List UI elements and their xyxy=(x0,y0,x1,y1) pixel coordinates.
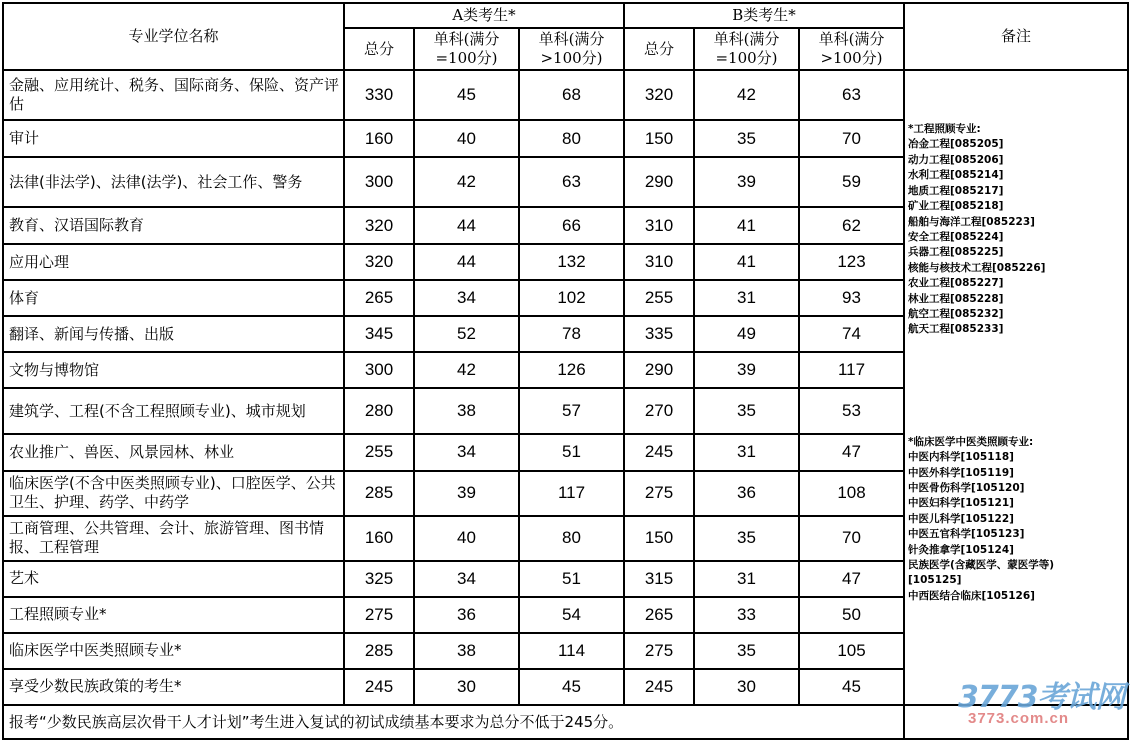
engineering-remark-item: 船舶与海洋工程[085223] xyxy=(908,215,1035,228)
score-cell-b-s100: 31 xyxy=(694,561,799,597)
major-name-cell: 临床医学(不含中医类照顾专业)、口腔医学、公共卫生、护理、药学、中药学 xyxy=(3,471,344,516)
remark-cell xyxy=(904,70,1128,705)
score-cell-b-s100: 35 xyxy=(694,516,799,561)
footer-note: 报考“少数民族高层次骨干人才计划”考生进入复试的初试成绩基本要求为总分不低于245分。 xyxy=(3,705,904,739)
major-name-cell: 艺术 xyxy=(3,561,344,597)
header-b-total: 总分 xyxy=(624,28,694,70)
engineering-remark-group xyxy=(908,122,1127,338)
score-cell-b-s100: 41 xyxy=(694,244,799,280)
score-cell-b-total: 275 xyxy=(624,471,694,516)
tcm-remark-item: 中医妇科学[105121] xyxy=(908,497,1014,510)
score-cell-a-sgt: 126 xyxy=(519,352,624,388)
watermark-url: 3773.com.cn xyxy=(968,710,1070,727)
score-cell-b-sgt: 45 xyxy=(799,669,904,705)
engineering-remark-item: 核能与核技术工程[085226] xyxy=(908,261,1046,274)
header-a-total: 总分 xyxy=(344,28,414,70)
score-cell-a-sgt: 132 xyxy=(519,244,624,280)
score-cell-a-total: 320 xyxy=(344,244,414,280)
engineering-remark-item: 安全工程[085224] xyxy=(908,230,1004,243)
score-cell-a-s100: 42 xyxy=(414,157,519,207)
tcm-remark-item: 中医儿科学[105122] xyxy=(908,512,1014,525)
score-cell-a-s100: 40 xyxy=(414,516,519,561)
score-cell-b-sgt: 108 xyxy=(799,471,904,516)
score-cell-b-total: 245 xyxy=(624,669,694,705)
score-cell-b-total: 150 xyxy=(624,516,694,561)
header-a-single-gt100: 单科(满分>100分) xyxy=(519,28,624,70)
score-cell-b-s100: 39 xyxy=(694,352,799,388)
score-cell-a-sgt: 78 xyxy=(519,316,624,352)
score-cell-a-total: 265 xyxy=(344,280,414,316)
engineering-remark-title: *工程照顾专业: xyxy=(908,123,981,136)
score-cell-b-total: 310 xyxy=(624,244,694,280)
score-cell-a-s100: 40 xyxy=(414,120,519,157)
score-cell-a-sgt: 57 xyxy=(519,388,624,433)
score-cell-a-total: 300 xyxy=(344,352,414,388)
engineering-remark-item: 航空工程[085232] xyxy=(908,307,1004,320)
score-cell-a-total: 255 xyxy=(344,434,414,471)
score-cell-a-s100: 34 xyxy=(414,561,519,597)
score-cell-b-sgt: 70 xyxy=(799,120,904,157)
major-name-cell: 享受少数民族政策的考生* xyxy=(3,669,344,705)
major-name-cell: 应用心理 xyxy=(3,244,344,280)
major-name-cell: 教育、汉语国际教育 xyxy=(3,207,344,244)
score-cell-b-s100: 36 xyxy=(694,471,799,516)
tcm-remark-item: 中西医结合临床[105126] xyxy=(908,589,1035,602)
score-cell-b-total: 270 xyxy=(624,388,694,433)
header-remark: 备注 xyxy=(904,3,1128,70)
major-name-cell: 农业推广、兽医、风景园林、林业 xyxy=(3,434,344,471)
score-cell-b-s100: 42 xyxy=(694,70,799,120)
major-name-cell: 工商管理、公共管理、会计、旅游管理、图书情报、工程管理 xyxy=(3,516,344,561)
engineering-remark-item: 水利工程[085214] xyxy=(908,169,1004,182)
score-cell-a-sgt: 114 xyxy=(519,633,624,669)
header-b-single-gt100: 单科(满分>100分) xyxy=(799,28,904,70)
score-cell-a-s100: 38 xyxy=(414,633,519,669)
site-watermark xyxy=(958,672,1123,732)
score-cell-a-total: 325 xyxy=(344,561,414,597)
engineering-remark-item: 动力工程[085206] xyxy=(908,153,1004,166)
score-cell-b-sgt: 53 xyxy=(799,388,904,433)
score-cell-b-sgt: 123 xyxy=(799,244,904,280)
score-cell-b-s100: 35 xyxy=(694,388,799,433)
score-cell-a-total: 160 xyxy=(344,120,414,157)
score-cell-b-sgt: 47 xyxy=(799,434,904,471)
score-cell-a-sgt: 45 xyxy=(519,669,624,705)
score-cell-a-s100: 38 xyxy=(414,388,519,433)
tcm-remark-group xyxy=(908,435,1127,604)
header-b-single-100: 单科(满分=100分) xyxy=(694,28,799,70)
major-name-cell: 法律(非法学)、法律(法学)、社会工作、警务 xyxy=(3,157,344,207)
major-name-cell: 翻译、新闻与传播、出版 xyxy=(3,316,344,352)
score-cell-a-s100: 45 xyxy=(414,70,519,120)
score-cell-b-total: 275 xyxy=(624,633,694,669)
score-cell-a-s100: 36 xyxy=(414,597,519,633)
score-cell-b-sgt: 59 xyxy=(799,157,904,207)
watermark-logo-text: 3773考试网 xyxy=(958,680,1125,715)
score-cell-a-sgt: 80 xyxy=(519,516,624,561)
score-cell-a-s100: 52 xyxy=(414,316,519,352)
score-cell-a-sgt: 117 xyxy=(519,471,624,516)
tcm-remark-item: 中医内科学[105118] xyxy=(908,451,1014,464)
score-cell-a-s100: 44 xyxy=(414,244,519,280)
score-cell-a-total: 330 xyxy=(344,70,414,120)
score-cell-b-s100: 33 xyxy=(694,597,799,633)
score-cell-a-sgt: 68 xyxy=(519,70,624,120)
score-cell-a-total: 345 xyxy=(344,316,414,352)
engineering-remark-item: 地质工程[085217] xyxy=(908,184,1004,197)
engineering-remark-item: 航天工程[085233] xyxy=(908,323,1004,336)
score-cell-a-s100: 42 xyxy=(414,352,519,388)
engineering-remark-item: 冶金工程[085205] xyxy=(908,138,1004,151)
tcm-remark-item: 中医五官科学[105123] xyxy=(908,528,1025,541)
score-cell-b-total: 335 xyxy=(624,316,694,352)
score-cell-a-total: 160 xyxy=(344,516,414,561)
score-cell-a-total: 300 xyxy=(344,157,414,207)
score-cell-a-s100: 30 xyxy=(414,669,519,705)
major-name-cell: 建筑学、工程(不含工程照顾专业)、城市规划 xyxy=(3,388,344,433)
score-cell-a-total: 245 xyxy=(344,669,414,705)
score-cell-b-total: 315 xyxy=(624,561,694,597)
header-a-single-100: 单科(满分=100分) xyxy=(414,28,519,70)
score-cell-b-s100: 31 xyxy=(694,280,799,316)
score-cell-a-s100: 44 xyxy=(414,207,519,244)
engineering-remark-item: 矿业工程[085218] xyxy=(908,200,1004,213)
score-cell-b-total: 320 xyxy=(624,70,694,120)
score-cell-a-sgt: 102 xyxy=(519,280,624,316)
tcm-remark-item: 中医骨伤科学[105120] xyxy=(908,481,1025,494)
score-cell-b-sgt: 70 xyxy=(799,516,904,561)
header-group-b: B类考生* xyxy=(624,3,904,28)
score-cell-b-total: 255 xyxy=(624,280,694,316)
score-cell-b-s100: 30 xyxy=(694,669,799,705)
score-cell-b-s100: 35 xyxy=(694,633,799,669)
tcm-remark-item: 针灸推拿学[105124] xyxy=(908,543,1014,556)
score-cell-b-sgt: 50 xyxy=(799,597,904,633)
score-cell-a-sgt: 80 xyxy=(519,120,624,157)
score-cell-b-total: 245 xyxy=(624,434,694,471)
engineering-remark-item: 兵器工程[085225] xyxy=(908,246,1004,259)
score-cell-a-s100: 39 xyxy=(414,471,519,516)
major-name-cell: 体育 xyxy=(3,280,344,316)
score-cell-b-sgt: 62 xyxy=(799,207,904,244)
table-row xyxy=(3,70,1128,120)
score-cell-a-sgt: 63 xyxy=(519,157,624,207)
score-cell-a-sgt: 54 xyxy=(519,597,624,633)
engineering-remark-item: 林业工程[085228] xyxy=(908,292,1004,305)
score-cell-a-sgt: 66 xyxy=(519,207,624,244)
score-cell-b-total: 310 xyxy=(624,207,694,244)
score-requirements-table xyxy=(2,2,1129,740)
score-cell-a-total: 320 xyxy=(344,207,414,244)
score-cell-b-total: 150 xyxy=(624,120,694,157)
score-cell-a-sgt: 51 xyxy=(519,561,624,597)
score-cell-b-s100: 31 xyxy=(694,434,799,471)
score-cell-a-total: 285 xyxy=(344,471,414,516)
score-cell-a-s100: 34 xyxy=(414,434,519,471)
score-cell-b-sgt: 63 xyxy=(799,70,904,120)
score-cell-b-sgt: 105 xyxy=(799,633,904,669)
header-group-a: A类考生* xyxy=(344,3,624,28)
score-cell-b-sgt: 117 xyxy=(799,352,904,388)
score-cell-b-s100: 39 xyxy=(694,157,799,207)
tcm-remark-title: *临床医学中医类照顾专业: xyxy=(908,435,1034,448)
header-major-name: 专业学位名称 xyxy=(3,3,344,70)
tcm-remark-item: 民族医学(含藏医学、蒙医学等)[105125] xyxy=(908,559,1055,587)
score-cell-b-s100: 41 xyxy=(694,207,799,244)
major-name-cell: 金融、应用统计、税务、国际商务、保险、资产评估 xyxy=(3,70,344,120)
score-cell-b-sgt: 47 xyxy=(799,561,904,597)
score-cell-a-total: 285 xyxy=(344,633,414,669)
tcm-remark-item: 中医外科学[105119] xyxy=(908,466,1014,479)
score-cell-a-total: 280 xyxy=(344,388,414,433)
score-cell-b-total: 265 xyxy=(624,597,694,633)
score-cell-b-sgt: 74 xyxy=(799,316,904,352)
score-cell-b-sgt: 93 xyxy=(799,280,904,316)
score-cell-b-s100: 49 xyxy=(694,316,799,352)
major-name-cell: 临床医学中医类照顾专业* xyxy=(3,633,344,669)
engineering-remark-item: 农业工程[085227] xyxy=(908,277,1004,290)
score-cell-a-total: 275 xyxy=(344,597,414,633)
score-cell-a-sgt: 51 xyxy=(519,434,624,471)
major-name-cell: 文物与博物馆 xyxy=(3,352,344,388)
major-name-cell: 工程照顾专业* xyxy=(3,597,344,633)
score-cell-b-s100: 35 xyxy=(694,120,799,157)
major-name-cell: 审计 xyxy=(3,120,344,157)
score-cell-a-s100: 34 xyxy=(414,280,519,316)
score-cell-b-total: 290 xyxy=(624,352,694,388)
score-cell-b-total: 290 xyxy=(624,157,694,207)
